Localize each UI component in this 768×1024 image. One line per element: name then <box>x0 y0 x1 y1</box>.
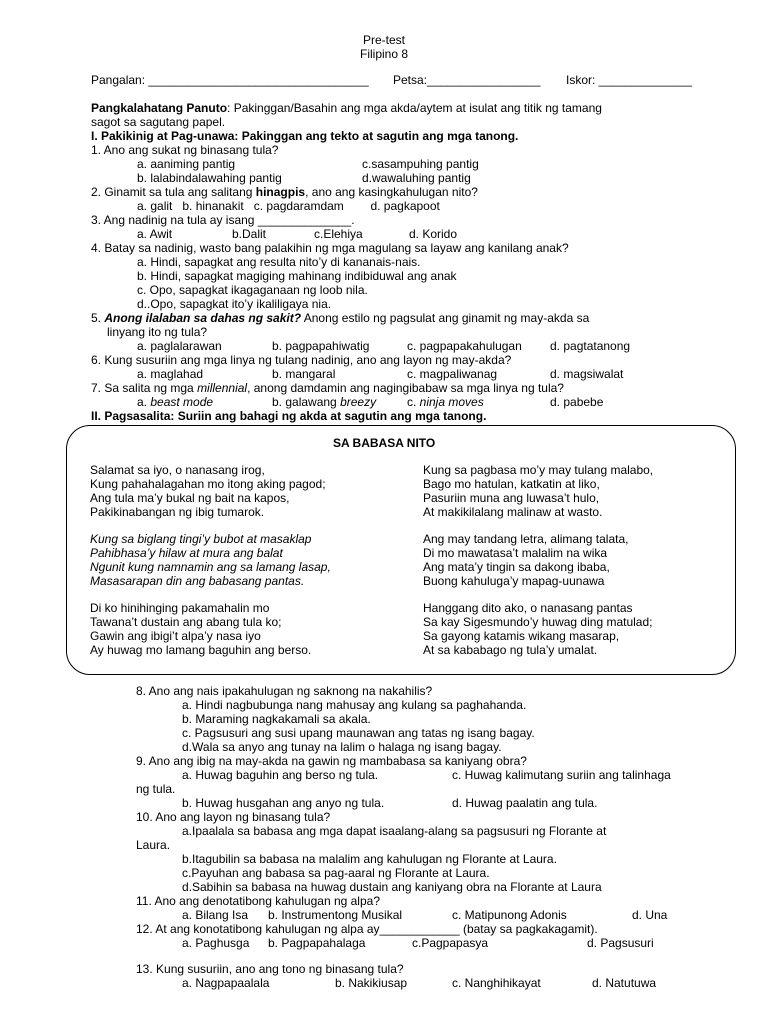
poem-line: Buong kahuluga’y mapag-uunawa <box>423 574 605 588</box>
q9-option-d: d. Huwag paalatin ang tula. <box>452 796 598 810</box>
q7-option-c-letter: c. <box>407 395 420 409</box>
q4-stem: 4. Batay sa nadinig, wasto bang palakihin ng mga magulang sa layaw ang kanilang anak? <box>91 241 569 255</box>
q8-option-c: c. Pagsusuri ang susi upang maunawan ang tatas ng isang bagay. <box>182 726 535 740</box>
poem-line: Ang may tandang letra, alimang talata, <box>423 532 629 546</box>
q9-option-c: c. Huwag kalimutang suriin ang talinhaga <box>452 768 671 782</box>
poem-line: Hanggang dito ako, o nanasang pantas <box>423 601 633 615</box>
q5-option-a: a. paglalarawan <box>137 339 222 353</box>
q10-stem: 10. Ano ang layon ng binasang tula? <box>136 810 331 824</box>
q10-option-d: d.Sabihin sa babasa na huwag dustain ang kaniyang obra na Florante at Laura <box>182 880 602 894</box>
q7-stem-pre: 7. Sa salita ng mga <box>91 381 198 395</box>
q7-option-a-letter: a. <box>137 395 151 409</box>
q2-options: a. galit b. hinanakit c. pagdaramdam d. pagkapoot <box>137 199 440 213</box>
q8-option-b: b. Maraming nagkakamali sa akala. <box>182 712 371 726</box>
q7-option-a-text: beast mode <box>150 395 214 409</box>
instructions <box>91 102 602 116</box>
q5-phrase: Anong ilalaban sa dahas ng sakit? <box>104 311 302 325</box>
q5-option-b: b. pagpapahiwatig <box>272 339 370 353</box>
q5-number: 5. <box>91 311 105 325</box>
q10-option-b: b.Itagubilin sa babasa na malalim ang kahulugan ng Florante at Laura. <box>182 852 557 866</box>
poem-line: Sa gayong katamis wikang masarap, <box>423 629 620 643</box>
poem-line: Ang tula ma’y bukal ng bait na kapos, <box>90 491 290 505</box>
poem-line: Ay huwag mo lamang baguhin ang berso. <box>90 643 312 657</box>
q1-stem: 1. Ano ang sukat ng binasang tula? <box>91 143 279 157</box>
poem-line: Pakikinabangan ng ibig tumarok. <box>90 505 265 519</box>
date-field: Petsa:_________________ <box>393 73 541 87</box>
q1-option-d: d.wawaluhing pantig <box>362 171 471 185</box>
poem-line: Di mo mawatasa’t malalim na wika <box>423 546 608 560</box>
q5-option-d: d. pagtatanong <box>550 339 631 353</box>
doc-subtitle: Filipino 8 <box>359 47 409 61</box>
q4-option-a: a. Hindi, sapagkat ang resulta nito’y di kananais-nais. <box>137 255 421 269</box>
q11-option-a: a. Bilang Isa <box>182 908 249 922</box>
q6-stem: 6. Kung susuriin ang mga linya ng tulang nadinig, ano ang layon ng may-akda? <box>91 353 512 367</box>
q11-option-b: b. Instrumentong Musikal <box>268 908 403 922</box>
instructions-label: Pangkalahatang Panuto <box>91 101 228 115</box>
q7-option-c-text: ninja moves <box>419 395 484 409</box>
q6-option-c: c. magpaliwanag <box>407 367 498 381</box>
q5-stem-cont: linyang ito ng tula? <box>107 325 208 339</box>
q7-stem-post: , anong damdamin ang nagingibabaw sa mga linya ng tula? <box>247 381 564 395</box>
q7-stem <box>91 382 564 396</box>
q10-option-a: a.Ipaalala sa babasa ang mga dapat isaalang-alang sa pagsusuri ng Florante at <box>182 824 607 838</box>
q5-stem-post: Anong estilo ng pagsulat ang ginamit ng may-akda sa <box>301 311 590 325</box>
q3-option-a: a. Awit <box>137 227 173 241</box>
q9-option-b: b. Huwag husgahan ang anyo ng tula. <box>182 796 385 810</box>
q12-option-d: d. Pagsusuri <box>587 936 654 950</box>
q2-stem-post: , ano ang kasingkahulugan nito? <box>305 185 478 199</box>
poem-line: At makikilalang malinaw at wasto. <box>423 505 603 519</box>
q11-stem: 11. Ano ang denotatibong kahulugan ng alpa? <box>136 894 380 908</box>
q2-stem <box>91 186 478 200</box>
q10-option-a-cont: Laura. <box>136 838 171 852</box>
section-1-title: I. Pakikinig at Pag-unawa: Pakinggan ang tekto at sagutin ang mga tanong. <box>91 129 519 143</box>
q4-option-d: d..Opo, sapagkat ito’y ikaliligaya nia. <box>137 297 332 311</box>
poem-line-italic: Ngunit kung namnamin ang sa lamang lasap, <box>90 560 331 574</box>
poem-line: Sa kay Sigesmundo’y huwag ding matulad; <box>423 615 653 629</box>
q7-keyword: millennial <box>197 381 248 395</box>
poem-line-italic: Kung sa biglang tingi’y bubot at masaklap <box>90 532 312 546</box>
q5-option-c: c. pagpapakahulugan <box>407 339 522 353</box>
poem-line-italic: Pahibhasa’y hilaw at mura ang balat <box>90 546 283 560</box>
q12-stem: 12. At ang konotatibong kahulugan ng alpa ay____________ (batay sa pagkakagamit). <box>136 922 598 936</box>
q8-stem: 8. Ano ang nais ipakahulugan ng saknong na nakahilis? <box>136 684 433 698</box>
poem-line: Tawana’t dustain ang abang tula ko; <box>90 615 282 629</box>
poem-line: Salamat sa iyo, o nanasang irog, <box>90 463 265 477</box>
q6-option-d: d. magsiwalat <box>550 367 624 381</box>
q3-option-b: b.Dalit <box>232 227 267 241</box>
poem-line: Pasuriin muna ang luwasa’t hulo, <box>423 491 600 505</box>
poem-line: Di ko hinihinging pakamahalin mo <box>90 601 270 615</box>
q5-stem <box>91 312 589 326</box>
q3-option-d: d. Korido <box>409 227 458 241</box>
q1-option-a: a. aaniming pantig <box>137 157 236 171</box>
q3-option-c: c.Elehiya <box>314 227 363 241</box>
q13-option-b: b. Nakikiusap <box>335 976 408 990</box>
q7-option-c <box>407 396 484 410</box>
q9-option-a: a. Huwag baguhin ang berso ng tula. <box>182 768 379 782</box>
doc-title: Pre-test <box>362 33 405 47</box>
poem-title: SA BABASA NITO <box>333 436 436 450</box>
q12-option-c: c.Pagpapasya <box>412 936 489 950</box>
q12-option-a: a. Paghusga <box>182 936 250 950</box>
name-field: Pangalan: _________________________________ <box>91 73 369 87</box>
poem-line: At sa kababago ng tula’y umalat. <box>423 643 598 657</box>
q13-option-a: a. Nagpapaalala <box>182 976 270 990</box>
q8-option-a: a. Hindi nagbubunga nang mahusay ang kulang sa paghahanda. <box>182 698 527 712</box>
q7-option-b <box>272 396 376 410</box>
q4-option-b: b. Hindi, sapagkat magiging mahinang indibiduwal ang anak <box>137 269 457 283</box>
q6-option-a: a. maglahad <box>137 367 204 381</box>
q4-option-c: c. Opo, sapagkat ikagaganaan ng loob nila. <box>137 283 368 297</box>
q6-option-b: b. mangaral <box>272 367 336 381</box>
instructions-text: : Pakinggan/Basahin ang mga akda/aytem at isulat ang titik ng tamang <box>227 101 602 115</box>
q11-option-c: c. Matipunong Adonis <box>452 908 567 922</box>
q7-option-d: d. pabebe <box>550 395 604 409</box>
q10-option-c: c.Payuhan ang babasa sa pag-aaral ng Florante at Laura. <box>182 866 490 880</box>
poem-line: Gawin ang ibigi’t alpa’y nasa iyo <box>90 629 261 643</box>
q11-option-d: d. Una <box>632 908 668 922</box>
q9-option-c-cont: ng tula. <box>136 782 176 796</box>
q8-option-d: d.Wala sa anyo ang tunay na lalim o halaga ng isang bagay. <box>182 740 502 754</box>
q1-option-b: b. lalabindalawahing pantig <box>137 171 282 185</box>
poem-line: Ang mata’y tingin sa dakong ibaba, <box>423 560 610 574</box>
poem-line-italic: Masasarapan din ang babasang pantas. <box>90 574 305 588</box>
section-2-title: II. Pagsasalita: Suriin ang bahagi ng akda at sagutin ang mga tanong. <box>91 409 487 423</box>
poem-line: Bago mo hatulan, katkatin at liko, <box>423 477 600 491</box>
instructions-cont: sagot sa sagutang papel. <box>91 115 226 129</box>
q1-option-c: c.sasampuhing pantig <box>362 157 479 171</box>
q2-stem-pre: 2. Ginamit sa tula ang salitang <box>91 185 256 199</box>
q13-option-d: d. Natutuwa <box>592 976 657 990</box>
score-field: Iskor: ______________ <box>566 73 693 87</box>
q13-stem: 13. Kung susuriin, ano ang tono ng binasang tula? <box>136 962 404 976</box>
q7-option-b-letter: b. galawang <box>272 395 341 409</box>
poem-line: Kung pahahalagahan mo itong aking pagod; <box>90 477 326 491</box>
q12-option-b: b. Pagpapahalaga <box>268 936 366 950</box>
q9-stem: 9. Ano ang ibig na may-akda na gawin ng mambabasa sa kaniyang obra? <box>136 754 527 768</box>
q2-keyword: hinagpis <box>255 185 306 199</box>
q7-option-b-text: breezy <box>340 395 377 409</box>
q3-stem: 3. Ang nadinig na tula ay isang ______________. <box>91 213 355 227</box>
q7-option-a <box>137 396 213 410</box>
poem-line: Kung sa pagbasa mo’y may tulang malabo, <box>423 463 654 477</box>
q13-option-c: c. Nanghihikayat <box>452 976 541 990</box>
